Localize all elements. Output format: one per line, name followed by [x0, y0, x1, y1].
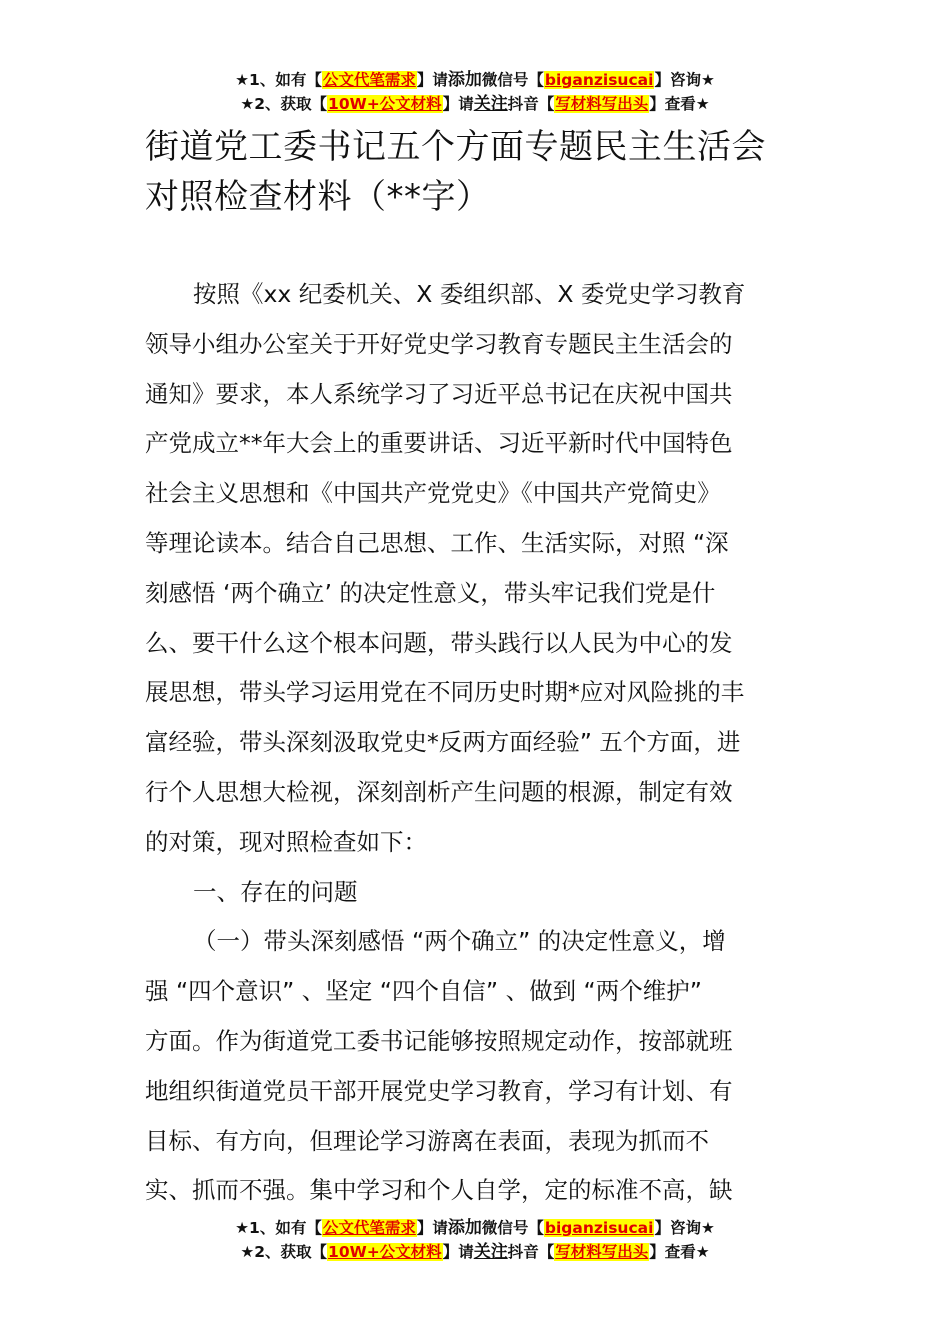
highlight-text: 写材料写出头 — [555, 1243, 649, 1261]
banner-text: 抖音【 — [507, 95, 555, 113]
banner-text: 关注 — [473, 94, 508, 114]
banner-text: ★2、获取【 — [240, 1243, 328, 1261]
highlight-text: 写材料写出头 — [555, 95, 649, 113]
banner-text: 关注 — [473, 1242, 508, 1262]
header-banner — [0, 68, 950, 116]
banner-text: 】请 — [442, 95, 474, 113]
banner-text: ★1、如有【 — [235, 71, 322, 89]
title-line: 对照检查材料（**字） — [145, 177, 491, 217]
banner-text: 】查看★ — [649, 1243, 710, 1261]
body-line: 么、要干什么这个根本问题，带头践行以人民为中心的发 — [145, 628, 733, 657]
banner-line-1 — [0, 1216, 950, 1240]
banner-text: 】查看★ — [649, 95, 710, 113]
banner-text: 添加 — [447, 1218, 482, 1238]
body-line: （一）带头深刻感悟 “两个确立” 的决定性意义，增 — [193, 927, 726, 956]
highlight-text: 10W+公文材料 — [328, 1243, 442, 1261]
banner-line-2 — [0, 92, 950, 116]
section-heading: 一、存在的问题 — [193, 877, 358, 906]
body-line: 等理论读本。结合自己思想、工作、生活实际，对照 “深 — [145, 528, 729, 557]
banner-text: ★1、如有【 — [235, 1219, 322, 1237]
body-line: 实、抓而不强。集中学习和个人自学，定的标准不高，缺 — [145, 1176, 733, 1205]
document-title — [145, 122, 815, 222]
highlight-text: 10W+公文材料 — [328, 95, 442, 113]
body-line: 按照《xx 纪委机关、X 委组织部、X 委党史学习教育 — [193, 280, 746, 308]
body-line: 展思想，带头学习运用党在不同历史时期*应对风险挑的丰 — [145, 678, 745, 707]
banner-text: ★2、获取【 — [240, 95, 328, 113]
body-line: 地组织街道党员干部开展党史学习教育，学习有计划、有 — [145, 1076, 733, 1105]
banner-line-2 — [0, 1240, 950, 1264]
body-line: 领导小组办公室关于开好党史学习教育专题民主生活会的 — [145, 329, 733, 358]
body-line: 通知》要求，本人系统学习了习近平总书记在庆祝中国共 — [145, 379, 733, 408]
banner-text: 】咨询★ — [654, 1219, 715, 1237]
highlight-text: 公文代笔需求 — [322, 1219, 416, 1237]
banner-text: 抖音【 — [507, 1243, 555, 1261]
banner-text: 微信号【 — [481, 1219, 544, 1237]
highlight-text: biganzisucai — [544, 71, 654, 89]
body-line: 的对策，现对照检查如下： — [145, 827, 427, 856]
highlight-text: 公文代笔需求 — [322, 71, 416, 89]
title-line: 街道党工委书记五个方面专题民主生活会 — [145, 127, 766, 167]
banner-line-1 — [0, 68, 950, 92]
footer-banner — [0, 1216, 950, 1264]
body-line: 产党成立**年大会上的重要讲话、习近平新时代中国特色 — [145, 429, 733, 458]
highlight-text: biganzisucai — [544, 1219, 654, 1237]
body-line: 强 “四个意识” 、坚定 “四个自信” 、做到 “两个维护” — [145, 977, 702, 1006]
banner-text: 】请 — [416, 71, 448, 89]
body-line: 刻感悟 ‘两个确立’ 的决定性意义，带头牢记我们党是什 — [145, 578, 716, 607]
banner-text: 微信号【 — [481, 71, 544, 89]
banner-text: 添加 — [447, 70, 482, 90]
body-line: 社会主义思想和《中国共产党党史》《中国共产党简史》 — [145, 479, 721, 508]
banner-text: 】请 — [442, 1243, 474, 1261]
body-line: 富经验，带头深刻汲取党史*反两方面经验” 五个方面，进 — [145, 728, 741, 757]
banner-text: 】咨询★ — [654, 71, 715, 89]
body-line: 目标、有方向，但理论学习游离在表面，表现为抓而不 — [145, 1126, 709, 1155]
document-body — [145, 270, 810, 1216]
body-line: 行个人思想大检视，深刻剖析产生问题的根源，制定有效 — [145, 777, 733, 806]
body-line: 方面。作为街道党工委书记能够按照规定动作，按部就班 — [145, 1026, 733, 1055]
banner-text: 】请 — [416, 1219, 448, 1237]
